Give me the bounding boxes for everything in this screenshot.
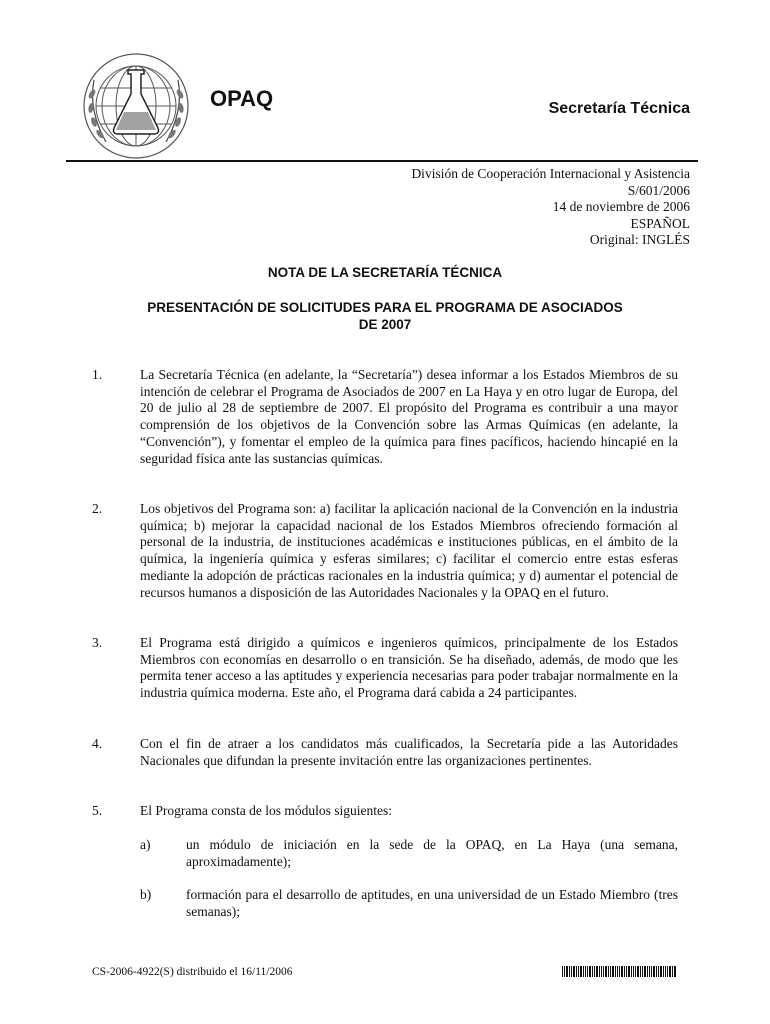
paragraph-number: 3. bbox=[92, 635, 103, 650]
paragraph-text: La Secretaría Técnica (en adelante, la “Secretaría”) desea informar a los Estados Miembros de su intención de celebrar el Programa de Asociados de 2007 en La Haya y en otro lugar de Europa, del 20 de julio al 28 de septiembre de 2007. El propósito del Programa es contribuir a una mayor comprensión de los objetivos de la Convención sobre las Armas Químicas (en adelante, la “Convención”), y fomentar el empleo de la química para fines pacíficos, haciendo hincapié en la seguridad física ante las sustancias químicas. bbox=[140, 367, 678, 466]
paragraph-text: El Programa consta de los módulos siguientes: bbox=[140, 803, 392, 818]
subitem-text: formación para el desarrollo de aptitudes, en una universidad de un Estado Miembro (tres semanas); bbox=[186, 887, 678, 919]
paragraph-2 bbox=[92, 501, 678, 601]
paragraph-text: Con el fin de atraer a los candidatos más cualificados, la Secretaría pide a las Autoridades Nacionales que difundan la presente invitación entre las organizaciones pertinentes. bbox=[140, 736, 678, 768]
paragraph-text: Los objetivos del Programa son: a) facilitar la aplicación nacional de la Convención en la industria química; b) mejorar la capacidad nacional de los Estados Miembros ofreciendo formación al personal de la industria, de instituciones académicas e instituciones públicas, en el ámbito de la química, la ingeniería química y esferas similares; c) facilitar el comercio entre estas esferas mediante la adopción de prácticas racionales en la industria química; y d) aumentar el potencial de recursos humanos a disposición de las Autoridades Nacionales y la OPAQ en el futuro. bbox=[140, 501, 678, 600]
document-language: ESPAÑOL bbox=[630, 215, 690, 231]
secretariat-label: Secretaría Técnica bbox=[548, 100, 690, 117]
header-rule bbox=[66, 160, 698, 162]
opcw-logo bbox=[80, 50, 192, 162]
original-language: Original: INGLÉS bbox=[589, 232, 690, 247]
paragraph-number: 1. bbox=[92, 367, 103, 382]
paragraph-1 bbox=[92, 367, 678, 467]
paragraph-3 bbox=[92, 635, 678, 702]
subitem-label: a) bbox=[140, 837, 151, 852]
paragraph-5 bbox=[92, 803, 678, 820]
document-number: S/601/2006 bbox=[627, 182, 690, 198]
division: División de Cooperación Internacional y Asistencia bbox=[411, 166, 690, 181]
subtitle-line-2: DE 2007 bbox=[358, 316, 412, 332]
paragraph-number: 4. bbox=[92, 736, 103, 751]
subitem-a bbox=[140, 837, 678, 870]
paragraph-number: 5. bbox=[92, 803, 103, 818]
document-subtitle bbox=[100, 300, 670, 333]
document-metadata bbox=[411, 166, 690, 249]
document-title: NOTA DE LA SECRETARÍA TÉCNICA bbox=[267, 265, 503, 280]
organization-name: OPAQ bbox=[210, 86, 274, 111]
barcode bbox=[562, 966, 676, 977]
subitem-b bbox=[140, 887, 678, 920]
footer-distribution: CS-2006-4922(S) distribuido el 16/11/2006 bbox=[92, 966, 293, 978]
subtitle-line-1: PRESENTACIÓN DE SOLICITUDES PARA EL PROGRAMA DE ASOCIADOS bbox=[147, 300, 623, 315]
paragraph-4 bbox=[92, 736, 678, 769]
subitem-label: b) bbox=[140, 887, 152, 902]
paragraph-number: 2. bbox=[92, 501, 103, 516]
document-date: 14 de noviembre de 2006 bbox=[552, 199, 690, 214]
subitem-text: un módulo de iniciación en la sede de la OPAQ, en La Haya (una semana, aproximadamente); bbox=[186, 837, 678, 869]
paragraph-text: El Programa está dirigido a químicos e ingenieros químicos, principalmente de los Estados Miembros con economías en desarrollo o en transición. Se ha diseñado, además, de modo que les permita tener acceso a las aptitudes y experiencia necesarias para poder trabajar normalmente en la industria química moderna. Este año, el Programa dará cabida a 24 participantes. bbox=[140, 635, 678, 701]
